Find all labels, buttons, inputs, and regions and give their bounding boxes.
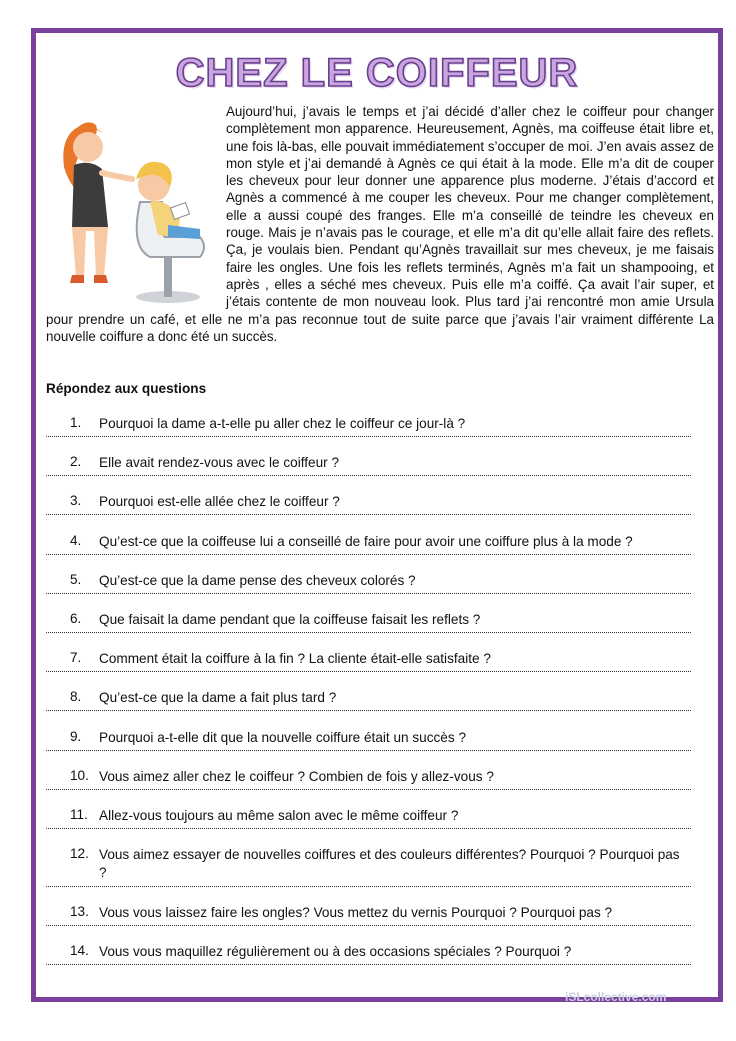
question-number: 5. (70, 571, 82, 587)
question-text: Qu’est-ce que la coiffeuse lui a conseillé de faire pour avoir une coiffure plus à la mode ? (99, 533, 633, 549)
answer-line[interactable] (46, 964, 691, 965)
illustration-spacer (46, 103, 226, 309)
question-text: Que faisait la dame pendant que la coiffeuse faisait les reflets ? (99, 611, 481, 627)
question-text: Vous aimez essayer de nouvelles coiffures et des couleurs différentes? Pourquoi ? Pourquoi pas ? (99, 847, 680, 881)
question-number: 7. (70, 650, 82, 666)
question-number: 8. (70, 689, 82, 705)
answer-line[interactable] (46, 710, 691, 711)
question-number: 2. (70, 454, 82, 470)
answer-line[interactable] (46, 554, 691, 555)
question-number: 6. (70, 610, 82, 626)
question-item (46, 572, 696, 611)
answer-line[interactable] (46, 593, 691, 594)
question-item (46, 904, 696, 943)
answer-line[interactable] (46, 750, 691, 751)
question-number: 1. (70, 415, 82, 430)
question-item (46, 415, 696, 454)
worksheet-frame (31, 28, 723, 1002)
question-item (46, 807, 696, 846)
question-number: 9. (70, 728, 82, 744)
question-item (46, 689, 696, 728)
question-text: Pourquoi a-t-elle dit que la nouvelle coiffure était un succès ? (99, 729, 467, 745)
answer-line[interactable] (46, 789, 691, 790)
question-text: Elle avait rendez-vous avec le coiffeur ? (99, 455, 340, 471)
answer-line[interactable] (46, 436, 691, 437)
question-number: 11. (70, 806, 88, 822)
question-item (46, 454, 696, 493)
answer-line[interactable] (46, 475, 691, 476)
question-item (46, 729, 696, 768)
question-number: 12. (70, 846, 89, 862)
answer-line[interactable] (46, 632, 691, 633)
question-text: Pourquoi la dame a-t-elle pu aller chez le coiffeur ce jour-là ? (99, 416, 466, 431)
question-number: 10. (70, 767, 89, 783)
story-paragraph: Aujourd’hui, j’avais le temps et j’ai décidé d’aller chez le coiffeur pour changer complètement mon apparence. Heureusement, Agnès, ma coiffeuse était libre et, une fois là-bas, elle pouvait immédiatement s’occuper de moi. J’en avais assez de mon style et j’ai demandé à Agnès ce qui était à la mode. Elle m’a dit de couper les cheveux pour leur donner une apparence plus moderne. J’étais d’accord et Agnès a commencé à me couper les cheveux. Pour me changer complètement, elle a aussi coupé des franges. Elle m’a conseillé de teindre les cheveux en rouge. Mais je n’avais pas le courage, et elle m’a dit qu’elle allait faire des reflets. Ça, je voulais bien. Pendant qu’Agnès travaillait sur mes cheveux, je me faisais faire les ongles. Une fois les reflets terminés, Agnès m’a fait un shampooing, et après , elles a séché mes cheveux. Puis elle m’a coiffé. Ça avait l’air super, et j’étais contente de mon nouveau look. Plus tard j’ai rencontré mon amie Ursula pour prendre un café, et elle ne m’a pas reconnue tout de suite parce que j’avais l’air vraiment différente La nouvelle coiffure a donc été un succès. (46, 104, 714, 344)
answer-line[interactable] (46, 886, 691, 887)
question-text: Pourquoi est-elle allée chez le coiffeur ? (99, 494, 340, 510)
question-item (46, 533, 696, 572)
question-text: Vous vous maquillez régulièrement ou à des occasions spéciales ? Pourquoi ? (99, 944, 572, 960)
question-text: Comment était la coiffure à la fin ? La cliente était-elle satisfaite ? (99, 651, 491, 667)
question-item (46, 650, 696, 689)
question-number: 13. (70, 904, 89, 920)
worksheet-title: CHEZ LE COIFFEUR (175, 51, 579, 95)
question-item (46, 768, 696, 807)
question-item (46, 493, 696, 532)
question-number: 3. (70, 493, 82, 509)
answer-line[interactable] (46, 514, 691, 515)
answer-line[interactable] (46, 671, 691, 672)
story-text (46, 103, 714, 345)
question-text: Qu’est-ce que la dame pense des cheveux colorés ? (99, 572, 416, 588)
question-item (46, 611, 696, 650)
question-number: 4. (70, 532, 82, 548)
question-item (46, 846, 696, 904)
questions-heading: Répondez aux questions (46, 381, 207, 396)
answer-line[interactable] (46, 828, 691, 829)
questions-list (46, 415, 696, 982)
question-text: Vous vous laissez faire les ongles? Vous mettez du vernis Pourquoi ? Pourquoi pas ? (99, 905, 613, 921)
question-text: Allez-vous toujours au même salon avec le même coiffeur ? (99, 807, 459, 823)
watermark: iSLcollective.com (565, 990, 667, 1004)
question-number: 14. (70, 943, 89, 959)
question-item (46, 943, 696, 982)
question-text: Qu’est-ce que la dame a fait plus tard ? (99, 690, 337, 706)
answer-line[interactable] (46, 925, 691, 926)
question-text: Vous aimez aller chez le coiffeur ? Combien de fois y allez-vous ? (99, 768, 494, 784)
